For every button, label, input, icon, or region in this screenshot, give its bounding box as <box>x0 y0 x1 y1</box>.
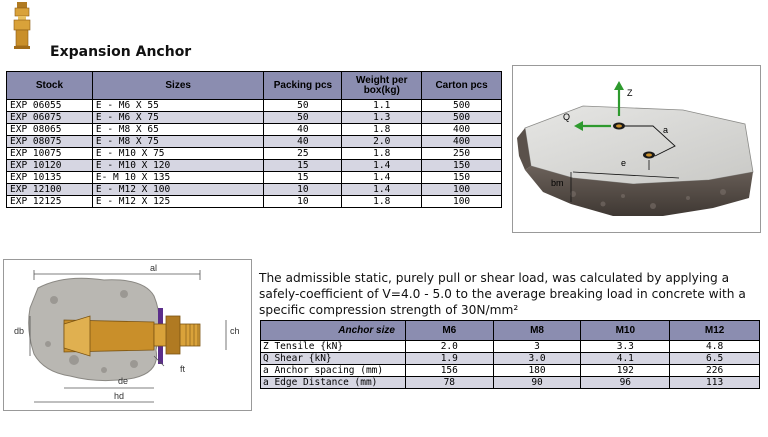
e-label: e <box>621 158 627 168</box>
hd-label: hd <box>114 391 125 401</box>
column-header-m8: M8 <box>493 321 581 341</box>
carton: 400 <box>422 124 502 136</box>
packing: 50 <box>264 112 342 124</box>
de-label: de <box>118 376 129 386</box>
value-m6: 2.0 <box>405 341 493 353</box>
table-row <box>261 341 760 353</box>
anchor-bolt-icon <box>8 2 38 50</box>
packing-header-label: Packing pcs <box>273 79 333 91</box>
carton: 500 <box>422 112 502 124</box>
size: E - M10 X 75 <box>92 148 264 160</box>
weight: 1.3 <box>342 112 422 124</box>
value-m6: 1.9 <box>405 353 493 365</box>
stock-code: EXP 08065 <box>7 124 93 136</box>
expansion-anchor-icon <box>64 316 200 356</box>
column-header-m6: M6 <box>405 321 493 341</box>
spec-table-header <box>261 321 760 341</box>
concrete-block-illustration <box>513 66 761 233</box>
load-description: The admissible static, purely pull or shear load, was calculated by applying a safely-coefficient of V=4.0 - 5.0 to the average breaking load in concrete with a specific compression strength of 30N/mm² <box>259 271 746 317</box>
weight: 1.4 <box>342 184 422 196</box>
stock-code: EXP 10120 <box>7 160 93 172</box>
size: E - M8 X 65 <box>92 124 264 136</box>
size: E - M6 X 55 <box>92 100 264 112</box>
carton: 100 <box>422 184 502 196</box>
bm-label: bm <box>551 178 564 188</box>
db-label: db <box>14 326 25 336</box>
weight: 1.1 <box>342 100 422 112</box>
table-row <box>7 136 502 148</box>
weight: 1.8 <box>342 148 422 160</box>
stock-table-header <box>7 72 502 100</box>
carton: 150 <box>422 172 502 184</box>
page-title: Expansion Anchor <box>50 44 192 60</box>
packing: 25 <box>264 148 342 160</box>
value-m12: 4.8 <box>670 341 760 353</box>
weight: 2.0 <box>342 136 422 148</box>
table-row <box>7 112 502 124</box>
weight: 1.8 <box>342 196 422 208</box>
table-row <box>7 160 502 172</box>
row-label: a Anchor spacing (mm) <box>261 365 406 377</box>
cross-section-illustration <box>4 260 252 411</box>
size: E - M6 X 75 <box>92 112 264 124</box>
column-header-carton <box>422 72 502 100</box>
anchor-cross-section-diagram <box>3 259 252 411</box>
z-label: Z <box>627 88 633 98</box>
packing: 10 <box>264 184 342 196</box>
row-label: Q Shear {kN} <box>261 353 406 365</box>
load-spec-table <box>260 320 760 389</box>
weight: 1.4 <box>342 172 422 184</box>
packing: 50 <box>264 100 342 112</box>
packing: 40 <box>264 124 342 136</box>
concrete-spacing-diagram <box>512 65 761 233</box>
a-label: a <box>663 125 669 135</box>
value-m12: 6.5 <box>670 353 760 365</box>
value-m8: 3.0 <box>493 353 581 365</box>
stock-table <box>6 71 502 208</box>
value-m12: 226 <box>670 365 760 377</box>
column-header-m10: M10 <box>581 321 670 341</box>
stock-code: EXP 06055 <box>7 100 93 112</box>
packing: 15 <box>264 172 342 184</box>
carton: 100 <box>422 196 502 208</box>
stock-code: EXP 08075 <box>7 136 93 148</box>
size: E - M12 X 125 <box>92 196 264 208</box>
packing: 15 <box>264 160 342 172</box>
table-row <box>261 365 760 377</box>
packing: 40 <box>264 136 342 148</box>
size: E - M10 X 120 <box>92 160 264 172</box>
carton: 500 <box>422 100 502 112</box>
row-label: a Edge Distance (mm) <box>261 377 406 389</box>
value-m6: 156 <box>405 365 493 377</box>
weight: 1.8 <box>342 124 422 136</box>
row-label: Z Tensile {kN} <box>261 341 406 353</box>
value-m10: 192 <box>581 365 670 377</box>
value-m10: 4.1 <box>581 353 670 365</box>
column-header-stock: Stock <box>7 72 93 100</box>
table-row <box>7 184 502 196</box>
table-row <box>7 148 502 160</box>
column-header-packing <box>264 72 342 100</box>
table-row <box>7 124 502 136</box>
value-m6: 78 <box>405 377 493 389</box>
value-m12: 113 <box>670 377 760 389</box>
table-row <box>7 100 502 112</box>
stock-code: EXP 12100 <box>7 184 93 196</box>
column-header-sizes: Sizes <box>92 72 264 100</box>
value-m8: 90 <box>493 377 581 389</box>
table-row <box>261 377 760 389</box>
stock-code: EXP 06075 <box>7 112 93 124</box>
value-m8: 3 <box>493 341 581 353</box>
carton: 150 <box>422 160 502 172</box>
ft-label: ft <box>180 364 186 374</box>
stock-code: EXP 10075 <box>7 148 93 160</box>
stock-code: EXP 10135 <box>7 172 93 184</box>
anchor-size-header: Anchor size <box>261 321 406 341</box>
al-label: al <box>150 263 158 273</box>
carton: 400 <box>422 136 502 148</box>
weight-header-label: Weight per box(kg) <box>356 74 408 96</box>
size: E - M8 X 75 <box>92 136 264 148</box>
value-m8: 180 <box>493 365 581 377</box>
table-row <box>7 196 502 208</box>
carton-header-label: Carton pcs <box>435 79 488 91</box>
size: E- M 10 X 135 <box>92 172 264 184</box>
column-header-m12: M12 <box>670 321 760 341</box>
q-label: Q <box>563 112 571 122</box>
table-row <box>261 353 760 365</box>
packing: 10 <box>264 196 342 208</box>
size: E - M12 X 100 <box>92 184 264 196</box>
stock-code: EXP 12125 <box>7 196 93 208</box>
column-header-weight <box>342 72 422 100</box>
weight: 1.4 <box>342 160 422 172</box>
table-row <box>7 172 502 184</box>
carton: 250 <box>422 148 502 160</box>
ch-label: ch <box>230 326 240 336</box>
value-m10: 3.3 <box>581 341 670 353</box>
value-m10: 96 <box>581 377 670 389</box>
